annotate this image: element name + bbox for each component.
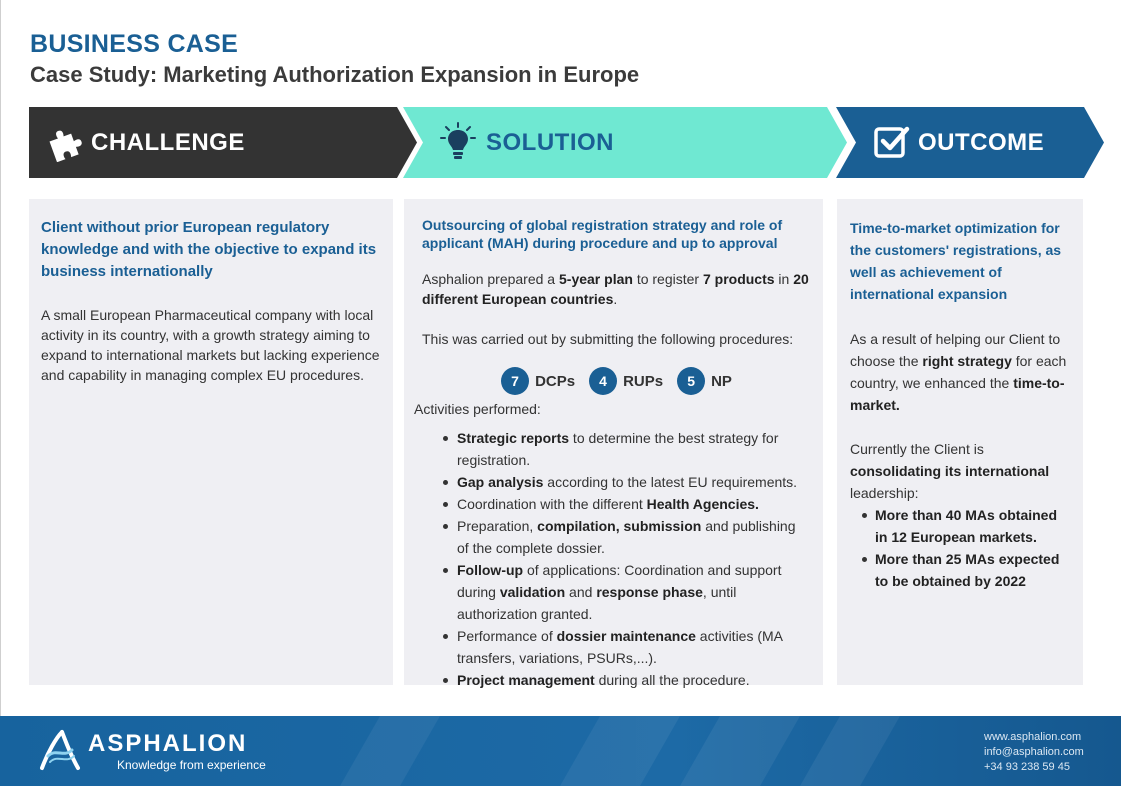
- challenge-body: A small European Pharmaceutical company with local activity in its country, with a growth strategy aiming to expand to international markets but lacking experience and capability in managing complex EU procedures.: [41, 307, 380, 383]
- solution-label: SOLUTION: [486, 129, 614, 156]
- solution-banner: [403, 107, 847, 178]
- outcome-text: for each country, we enhanced the: [850, 353, 1067, 391]
- procedures-row: [422, 367, 811, 395]
- activities-title: Activities performed:: [414, 401, 541, 417]
- activity-item: [438, 493, 811, 515]
- outcome-result-item: More than 25 MAs expected to be obtained by 2022: [860, 548, 1073, 592]
- plan-bold-3: 20 different European countries: [422, 271, 809, 307]
- activity-bold: dossier maintenance: [556, 628, 696, 644]
- checkbox-icon: [874, 124, 912, 162]
- footer-email-link[interactable]: info@asphalion.com: [984, 746, 1084, 758]
- procedure-count-badge: 4: [589, 367, 617, 395]
- activity-text: and publishing of the complete dossier.: [457, 518, 796, 556]
- challenge-label: CHALLENGE: [91, 129, 245, 156]
- activity-bold: response phase: [596, 584, 703, 600]
- activity-text: Performance of: [457, 628, 557, 644]
- outcome-paragraph-2: [850, 438, 1073, 504]
- activity-item: [438, 669, 811, 691]
- outcome-bold: consolidating its international: [850, 463, 1050, 479]
- outcome-result-item: More than 40 MAs obtained in 12 European markets.: [860, 504, 1073, 548]
- procedure-item: [589, 367, 663, 395]
- activity-bold: validation: [499, 584, 566, 600]
- footer: [0, 716, 1121, 786]
- document-title: BUSINESS CASE: [30, 30, 239, 58]
- activity-item: [438, 559, 811, 625]
- outcome-column: [837, 199, 1083, 685]
- footer-tagline: Knowledge from experience: [117, 758, 266, 772]
- outcome-results-list: [860, 504, 1073, 592]
- outcome-bold: time-to-market.: [850, 375, 1065, 413]
- plan-text-2: to register: [632, 271, 703, 287]
- activity-text: , until authorization granted.: [457, 584, 737, 622]
- outcome-text: leadership:: [850, 485, 919, 501]
- procedure-label: DCPs: [535, 372, 576, 390]
- plan-text-4: .: [613, 291, 618, 307]
- outcome-banner: [836, 107, 1104, 178]
- procedures-intro: This was carried out by submitting the following procedures:: [422, 331, 794, 347]
- outcome-label: OUTCOME: [918, 129, 1045, 156]
- procedure-count-badge: 5: [677, 367, 705, 395]
- outcome-paragraph-1: [850, 328, 1073, 416]
- activity-bold: Health Agencies.: [646, 496, 759, 512]
- puzzle-piece-icon: [47, 124, 85, 162]
- outcome-text: Currently the Client is: [850, 441, 984, 457]
- footer-phone: +34 93 238 59 45: [984, 761, 1070, 773]
- activity-text: Coordination with the different: [457, 496, 647, 512]
- activity-bold: Gap analysis: [457, 474, 544, 490]
- solution-heading: Outsourcing of global registration strategy and role of applicant (MAH) during procedure and up to approval: [422, 217, 783, 251]
- activity-bold: Strategic reports: [457, 430, 570, 446]
- challenge-banner: [29, 107, 417, 178]
- activity-bold: Project management: [457, 672, 595, 688]
- activity-text: to determine the best strategy for registration.: [457, 430, 779, 468]
- activity-text: and: [565, 584, 597, 600]
- document-header: [30, 30, 639, 90]
- outcome-bold: right strategy: [922, 353, 1012, 369]
- challenge-heading: Client without prior European regulatory knowledge and with the objective to expand its business internationally: [41, 219, 377, 280]
- plan-bold-1: 5-year plan: [559, 271, 633, 287]
- plan-text-3: in: [774, 271, 794, 287]
- activity-text: Preparation,: [457, 518, 538, 534]
- lightbulb-icon: [439, 122, 477, 160]
- procedure-item: [501, 367, 575, 395]
- outcome-text: As a result of helping our Client to choose the: [850, 331, 1061, 369]
- challenge-column: [29, 199, 393, 685]
- activity-item: [438, 471, 811, 493]
- procedure-label: NP: [711, 372, 732, 390]
- activity-item: [438, 427, 811, 471]
- procedure-label: RUPs: [623, 372, 664, 390]
- plan-text-1: Asphalion prepared a: [422, 271, 559, 287]
- document-subtitle: Case Study: Marketing Authorization Expansion in Europe: [30, 62, 640, 87]
- activity-item: [438, 515, 811, 559]
- activity-text: activities (MA transfers, variations, PSURs,...).: [457, 628, 783, 666]
- activity-text: during all the procedure.: [594, 672, 750, 688]
- plan-bold-2: 7 products: [702, 271, 775, 287]
- page-edge: [0, 0, 1, 716]
- procedure-count-badge: 7: [501, 367, 529, 395]
- asphalion-logo-icon: [38, 728, 82, 774]
- solution-plan-paragraph: [422, 269, 811, 309]
- footer-contact: [984, 730, 1084, 775]
- activity-bold: compilation, submission: [537, 518, 702, 534]
- activity-text: according to the latest EU requirements.: [543, 474, 798, 490]
- activity-bold: Follow-up: [457, 562, 524, 578]
- solution-column: [404, 199, 823, 688]
- outcome-heading: Time-to-market optimization for the customers' registrations, as well as achievement of international expansion: [850, 220, 1062, 302]
- footer-brand: ASPHALION: [88, 730, 248, 757]
- activity-text: of applications: Coordination and support during: [457, 562, 782, 600]
- activity-item: [438, 625, 811, 669]
- activities-list: [438, 427, 811, 691]
- footer-website-link[interactable]: www.asphalion.com: [984, 731, 1082, 743]
- procedure-item: [677, 367, 732, 395]
